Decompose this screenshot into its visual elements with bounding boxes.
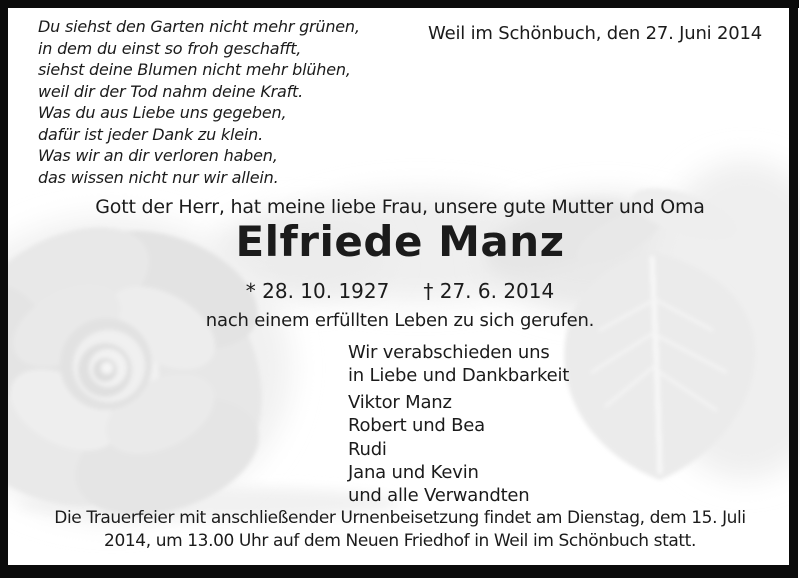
- frame-border-right: [789, 0, 798, 578]
- called-line: nach einem erfüllten Leben zu sich gerufen.: [205, 310, 595, 331]
- mourner-name: Rudi: [348, 438, 387, 460]
- mourner-name: Robert und Bea: [348, 415, 486, 437]
- poem-line: Was wir an dir verloren haben,: [38, 146, 278, 165]
- farewell-line: in Liebe und Dankbarkeit: [348, 365, 570, 386]
- frame-border-top: [0, 0, 799, 8]
- intro-line: Gott der Herr, hat meine liebe Frau, unsere gute Mutter und Oma: [95, 196, 705, 218]
- birth-date: * 28. 10. 1927: [245, 279, 390, 303]
- poem-line: siehst deine Blumen nicht mehr blühen,: [38, 60, 351, 79]
- poem-line: das wissen nicht nur wir allein.: [38, 167, 279, 187]
- poem-line: Was du aus Liebe uns gegeben,: [38, 103, 287, 122]
- death-date: † 27. 6. 2014: [423, 279, 555, 303]
- memorial-poem: [38, 16, 360, 188]
- funeral-announcement-line: 2014, um 13.00 Uhr auf dem Neuen Friedhof in Weil im Schönbuch statt.: [104, 531, 696, 551]
- farewell-line: Wir verabschieden uns: [348, 342, 550, 363]
- frame-border-bottom: [0, 565, 798, 578]
- funeral-announcement: [0, 507, 800, 553]
- poem-line: Du siehst den Garten nicht mehr grünen,: [38, 17, 360, 36]
- life-dates: [0, 279, 800, 303]
- poem-line: dafür ist jeder Dank zu klein.: [38, 124, 263, 144]
- poem-line: in dem du einst so froh geschafft,: [38, 38, 302, 58]
- farewell-block: [348, 341, 569, 387]
- mourner-name: Jana und Kevin: [348, 461, 479, 483]
- frame-border-left: [0, 0, 8, 578]
- poem-line: weil dir der Tod nahm deine Kraft.: [38, 81, 304, 101]
- location-dateline: Weil im Schönbuch, den 27. Juni 2014: [428, 23, 762, 44]
- mourners-list: [348, 391, 530, 507]
- mourner-name: Viktor Manz: [348, 392, 452, 413]
- funeral-announcement-line: Die Trauerfeier mit anschließender Urnenbeisetzung findet am Dienstag, dem 15. Juli: [54, 508, 746, 528]
- deceased-name: Elfriede Manz: [235, 217, 565, 266]
- mourner-name: und alle Verwandten: [348, 485, 530, 507]
